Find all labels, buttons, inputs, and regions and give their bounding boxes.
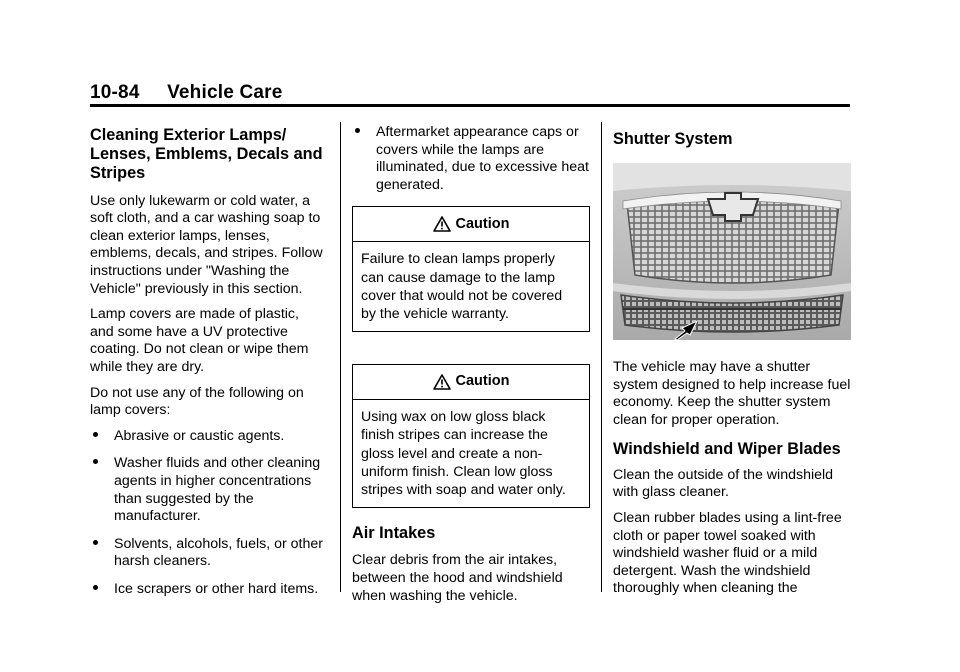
list-item: Abrasive or caustic agents. — [90, 428, 326, 446]
heading-windshield-wiper: Windshield and Wiper Blades — [613, 439, 841, 458]
caution-title: Caution — [455, 373, 510, 390]
list-item: Aftermarket appearance caps or covers while the lamps are illuminated, due to excessive heat generated. — [352, 124, 590, 194]
shutter-system-photo — [613, 163, 851, 340]
list-item: Ice scrapers or other hard items. — [90, 581, 326, 599]
caution-title: Caution — [455, 215, 510, 232]
paragraph: Do not use any of the following on lamp covers: — [90, 384, 304, 419]
caution-text: Failure to clean lamps properly can cause damage to the lamp cover that would not be covered by the vehicle warranty. — [361, 251, 563, 322]
column-1 — [90, 126, 326, 608]
paragraph: The vehicle may have a shutter system designed to help increase fuel economy. Keep the shutter system clean for proper operation. — [613, 359, 851, 428]
list-item: Solvents, alcohols, fuels, or other harsh cleaners. — [90, 536, 326, 571]
caution-triangle-icon — [433, 374, 451, 390]
paragraph: Lamp covers are made of plastic, and some have a UV protective coating. Do not clean or wipe them while they are dry. — [90, 306, 309, 375]
bullet-list — [90, 428, 326, 599]
column-divider-2 — [601, 122, 602, 592]
caution-box-1 — [352, 206, 590, 332]
heading-air-intakes: Air Intakes — [352, 524, 436, 543]
column-divider-1 — [340, 122, 341, 592]
caution-header — [353, 365, 589, 400]
paragraph: Clear debris from the air intakes, between the hood and windshield when washing the vehicle. — [352, 552, 563, 604]
paragraph: Use only lukewarm or cold water, a soft cloth, and a car washing soap to clean exterior lamps, lenses, emblems, decals, and stripes. Follow instructions under "Washing the Vehicle" previously in this section. — [90, 192, 323, 297]
heading-cleaning-lamps: Cleaning Exterior Lamps/ Lenses, Emblems, Decals and Stripes — [90, 126, 323, 183]
section-title: Vehicle Care — [167, 82, 283, 103]
heading-shutter-system: Shutter System — [613, 130, 733, 148]
bullet-list — [352, 124, 590, 194]
column-2 — [352, 124, 590, 613]
page-number: 10-84 — [90, 82, 140, 103]
page-header — [90, 82, 283, 104]
paragraph: Clean rubber blades using a lint-free cloth or paper towel soaked with windshield washer fluid or a mild detergent. Wash the windshield thoroughly when cleaning the — [613, 509, 842, 597]
column-3 — [613, 130, 853, 606]
caution-text: Using wax on low gloss black finish stripes can increase the gloss level and create a non-uniform finish. Clean low gloss stripes with soap and water only. — [361, 409, 566, 498]
paragraph: Clean the outside of the windshield with glass cleaner. — [613, 466, 834, 501]
list-item: Washer fluids and other cleaning agents in higher concentrations than suggested by the manufacturer. — [90, 455, 326, 525]
caution-header — [353, 207, 589, 242]
header-rule — [90, 104, 850, 107]
caution-box-2 — [352, 364, 590, 508]
caution-triangle-icon — [433, 216, 451, 232]
